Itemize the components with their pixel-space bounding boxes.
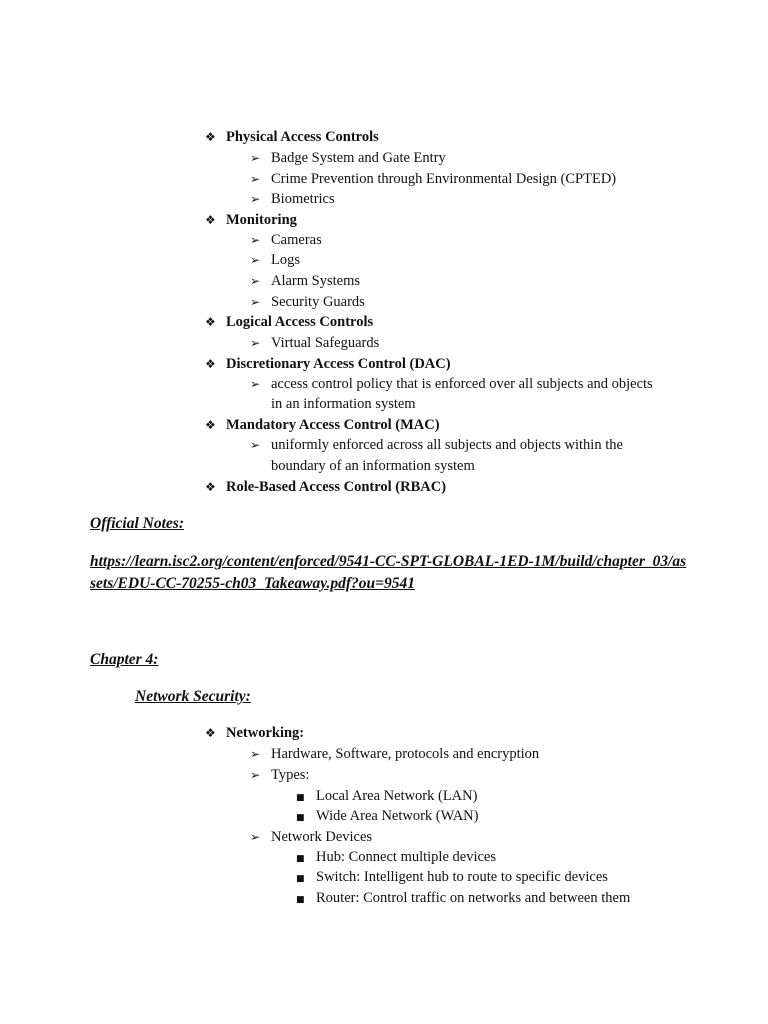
sub-bullet (250, 189, 335, 209)
sub-sub-bullet (296, 847, 496, 869)
arrow-bullet-icon: ➢ (250, 192, 261, 206)
sub-bullet (250, 374, 653, 394)
sub-bullet (250, 271, 360, 291)
square-bullet-icon: ■ (296, 793, 305, 803)
diamond-bullet-icon: ❖ (205, 418, 216, 432)
square-bullet-icon: ■ (296, 895, 305, 905)
sub-sub-bullet (296, 888, 630, 910)
arrow-bullet-icon: ➢ (250, 172, 261, 186)
diamond-bullet-icon: ❖ (205, 213, 216, 227)
sub-bullet-text: uniformly enforced across all subjects and objects within the (271, 437, 623, 453)
sub-bullet (250, 333, 379, 353)
sub-bullet-text: Hardware, Software, protocols and encryption (271, 746, 540, 762)
arrow-bullet-icon: ➢ (250, 830, 261, 844)
arrow-bullet-icon: ➢ (250, 295, 261, 309)
sub-bullet-text: Badge System and Gate Entry (271, 150, 446, 166)
arrow-bullet-icon: ➢ (250, 274, 261, 288)
arrow-bullet-icon: ➢ (250, 768, 261, 782)
bullet-title: Physical Access Controls (226, 129, 379, 145)
sub-sub-bullet-text: Switch: Intelligent hub to route to specific devices (316, 869, 608, 885)
square-bullet-icon: ■ (296, 854, 305, 864)
official-notes-link[interactable]: https://learn.isc2.org/content/enforced/9541-CC-SPT-GLOBAL-1ED-1M/build/chapter_03/assets/EDU-CC-70255-ch03_Takeaway.pdf?ou=9541 (90, 553, 687, 592)
sub-bullet-continuation: boundary of an information system (271, 458, 475, 474)
bullet-title: Logical Access Controls (226, 314, 374, 330)
diamond-bullet-icon: ❖ (205, 357, 216, 371)
sub-bullet-text: Crime Prevention through Environmental Design (CPTED) (271, 171, 617, 187)
diamond-bullet-icon: ❖ (205, 726, 216, 740)
sub-bullet-text: Virtual Safeguards (271, 335, 380, 351)
sub-bullet-text: Security Guards (271, 294, 365, 310)
sub-sub-bullet (296, 786, 477, 808)
bullet-rbac (205, 477, 446, 497)
sub-bullet-continuation: in an information system (271, 396, 416, 412)
sub-sub-bullet-text: Router: Control traffic on networks and between them (316, 890, 631, 906)
bullet-networking (205, 723, 304, 743)
section-subheading: Network Security: (135, 688, 251, 705)
arrow-bullet-icon: ➢ (250, 438, 261, 452)
arrow-bullet-icon: ➢ (250, 151, 261, 165)
bullet-title: Monitoring (226, 212, 297, 228)
sub-bullet (250, 148, 446, 168)
diamond-bullet-icon: ❖ (205, 315, 216, 329)
bullet-logical-access (205, 312, 373, 332)
chapter-heading: Chapter 4: (90, 651, 159, 668)
sub-bullet-text: Network Devices (271, 829, 373, 845)
bullet-title: Discretionary Access Control (DAC) (226, 356, 451, 372)
official-notes-heading: Official Notes: (90, 515, 184, 532)
arrow-bullet-icon: ➢ (250, 747, 261, 761)
sub-bullet (250, 435, 623, 455)
square-bullet-icon: ■ (296, 813, 305, 823)
diamond-bullet-icon: ❖ (205, 130, 216, 144)
sub-bullet (250, 765, 309, 785)
sub-bullet-text: Logs (271, 252, 300, 268)
sub-bullet-text: Biometrics (271, 191, 335, 207)
bullet-monitoring (205, 210, 297, 230)
bullet-mac (205, 415, 440, 435)
sub-bullet-text: Alarm Systems (271, 273, 361, 289)
sub-sub-bullet-text: Hub: Connect multiple devices (316, 849, 497, 865)
sub-sub-bullet (296, 867, 608, 889)
arrow-bullet-icon: ➢ (250, 336, 261, 350)
sub-bullet-text: Types: (271, 767, 310, 783)
sub-bullet (250, 744, 539, 764)
sub-bullet (250, 292, 365, 312)
square-bullet-icon: ■ (296, 874, 305, 884)
bullet-title: Mandatory Access Control (MAC) (226, 417, 440, 433)
bullet-physical-access (205, 127, 379, 147)
sub-bullet (250, 169, 616, 189)
sub-bullet-text: Cameras (271, 232, 322, 248)
sub-bullet (250, 827, 372, 847)
sub-sub-bullet (296, 806, 478, 828)
sub-sub-bullet-text: Local Area Network (LAN) (316, 788, 478, 804)
sub-bullet (250, 250, 300, 270)
diamond-bullet-icon: ❖ (205, 480, 216, 494)
bullet-title: Role-Based Access Control (RBAC) (226, 479, 447, 495)
sub-bullet-text: access control policy that is enforced over all subjects and objects (271, 376, 653, 392)
arrow-bullet-icon: ➢ (250, 233, 261, 247)
arrow-bullet-icon: ➢ (250, 253, 261, 267)
sub-bullet (250, 230, 322, 250)
arrow-bullet-icon: ➢ (250, 377, 261, 391)
bullet-title: Networking: (226, 725, 305, 741)
bullet-dac (205, 354, 451, 374)
sub-sub-bullet-text: Wide Area Network (WAN) (316, 808, 479, 824)
